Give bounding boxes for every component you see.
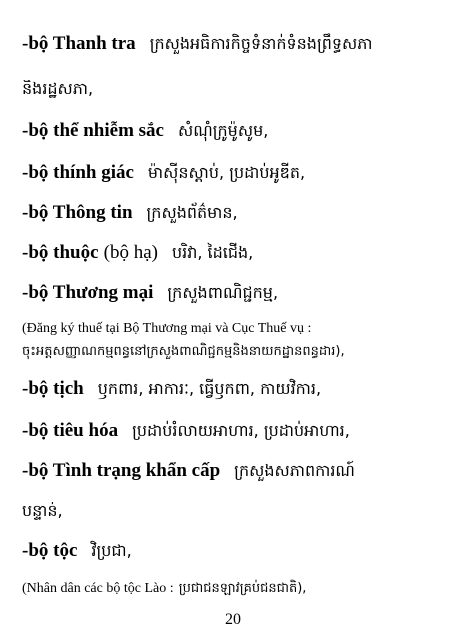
- entry-definition: ក្រសួងព័ត៌មាន,: [146, 203, 238, 222]
- entry-term: -bộ thuộc: [22, 242, 99, 263]
- entry-term: -bộ Thương mại: [22, 282, 154, 303]
- entry-term: -bộ Tình trạng khẩn cấp: [22, 460, 221, 481]
- entry-tieu-hoa: [22, 420, 458, 442]
- example-khmer: ប្រជាជនឡាវគ្រប់ជនជាតិ),: [178, 581, 307, 596]
- entry-definition: បរិវា, ដៃជើង,: [171, 243, 254, 262]
- entry-tinh-trang-khan-cap: [22, 460, 458, 482]
- page-number: 20: [225, 611, 241, 628]
- entry-term: -bộ Thông tin: [22, 202, 133, 223]
- example-vietnamese: (Đăng ký thuế tại Bộ Thương mại và Cục Thuế vụ :: [22, 321, 312, 336]
- entry-definition: សំណុំក្រូម៉ូសូម,: [177, 121, 269, 140]
- entry-term: -bộ tộc: [22, 540, 78, 561]
- entry-tich: [22, 378, 458, 400]
- entry-thuoc: [22, 242, 458, 264]
- entry-definition: ក្រសួងអធិការកិច្ចទំនាក់ទំនងព្រឹទ្ធសភា: [149, 34, 373, 53]
- entry-thong-tin: [22, 202, 458, 224]
- entry-definition: ក្រសួងសភាពការណ៍: [234, 461, 355, 480]
- entry-definition: ក្រសួងពាណិជ្ជកម្ម,: [167, 283, 279, 302]
- entry-continuation: [22, 80, 458, 98]
- entry-definition: ប្រដាប់រំលាយអាហារ, ប្រដាប់អាហារ,: [132, 421, 350, 440]
- example-line: [22, 578, 458, 597]
- entry-term: -bộ thể nhiễm sắc: [22, 120, 164, 141]
- entry-thinh-giac: [22, 162, 458, 184]
- example-line: [22, 318, 458, 337]
- entry-term: -bộ tịch: [22, 378, 84, 399]
- entry-term: -bộ tiêu hóa: [22, 420, 119, 441]
- entry-definition: ឫកពារ, អាការៈ, ធ្វើឫកពា, កាយវិការ,: [97, 379, 322, 398]
- entry-definition: ម៉ាស៊ីនស្ដាប់, ប្រដាប់អូឌីត,: [147, 163, 306, 182]
- entry-thanh-tra: [22, 33, 458, 55]
- example-khmer: ចុះអត្តសញ្ញាណកម្មពន្ធនៅក្រសួងពាណិជ្ជកម្មនិងនាយកដ្ឋានពន្ធដារ),: [22, 344, 345, 359]
- entry-note: (bộ hạ): [103, 242, 158, 263]
- entry-term: -bộ thính giác: [22, 162, 134, 183]
- entry-term: -bộ Thanh tra: [22, 33, 136, 54]
- entry-continuation: [22, 502, 458, 520]
- entry-definition-continued: និងរដ្ឋសភា,: [22, 80, 94, 98]
- example-line: [22, 341, 458, 360]
- entry-definition: វិប្រជា,: [91, 541, 132, 560]
- entry-definition-continued: បន្ទាន់,: [22, 502, 63, 520]
- example-vietnamese: (Nhân dân các bộ tộc Lào :: [22, 581, 174, 596]
- entry-the-nhiem-sac: [22, 120, 458, 142]
- entry-thuong-mai: [22, 282, 458, 304]
- entry-toc: [22, 540, 458, 562]
